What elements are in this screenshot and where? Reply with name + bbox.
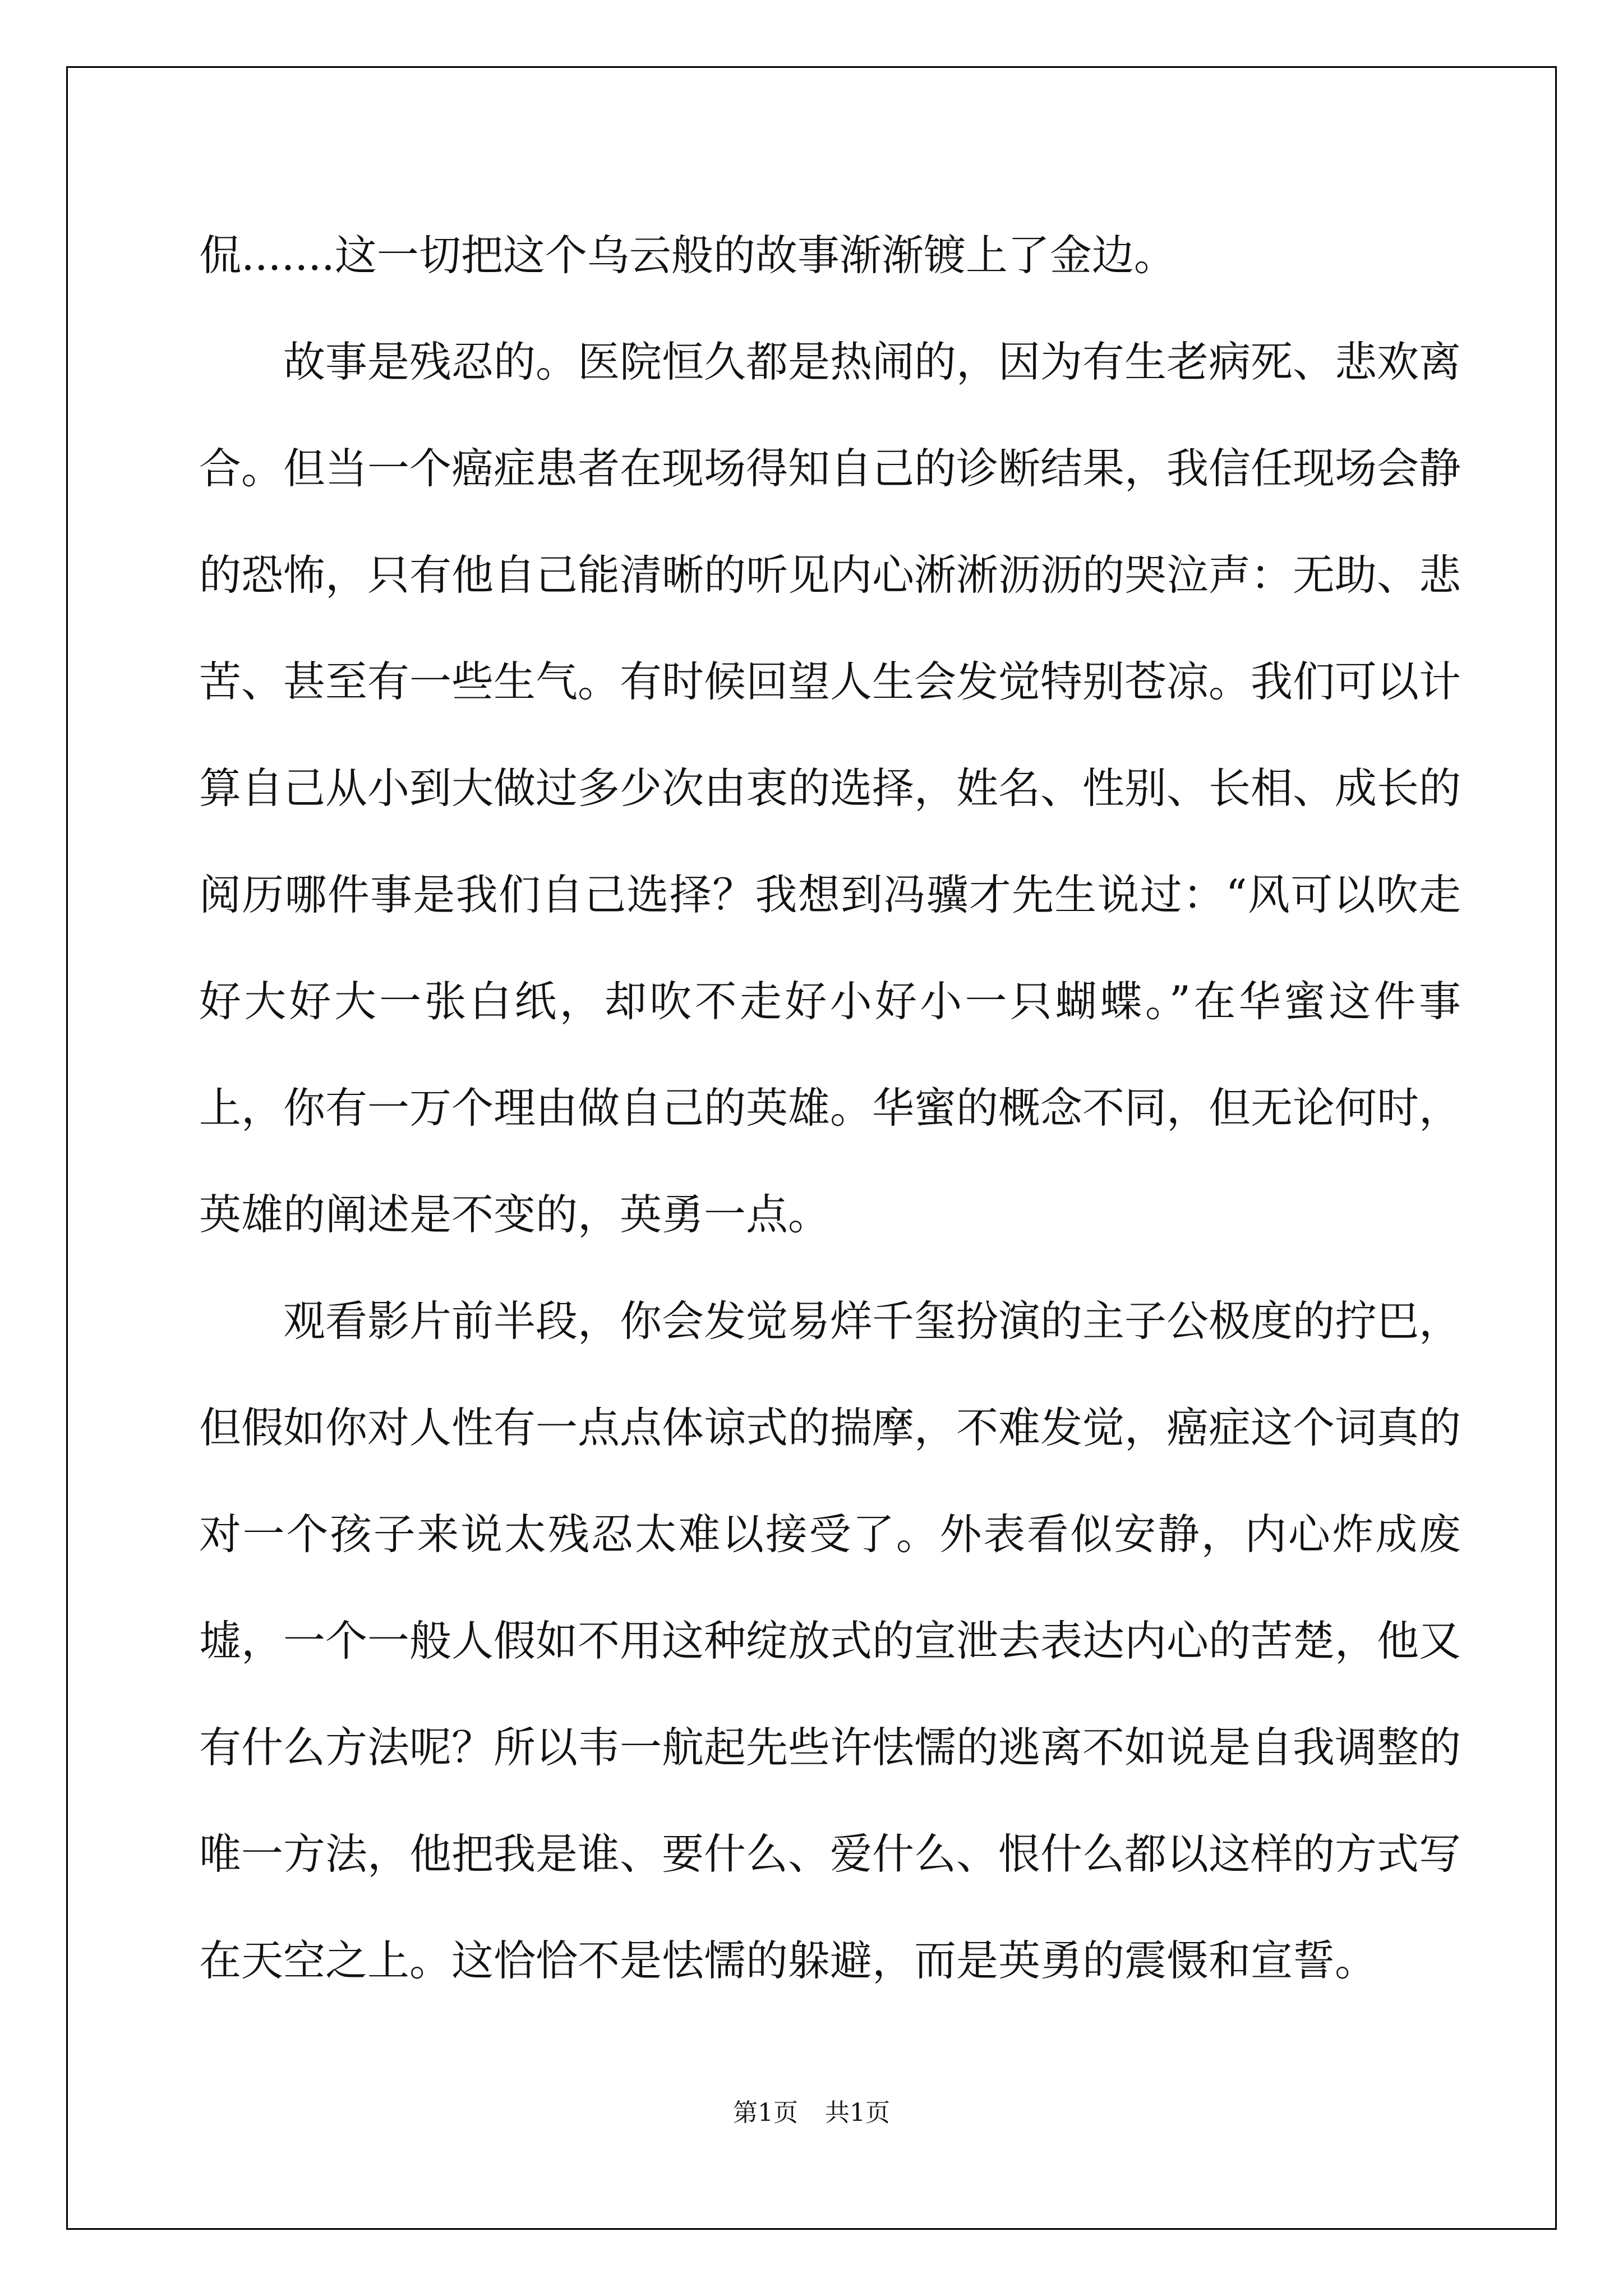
paragraph-story: 故事是残忍的。医院恒久都是热闹的，因为有生老病死、悲欢离合。但当一个癌症患者在现场得知自己的诊断结果，我信任现场会静的恐怖，只有他自己能清晰的听见内心淅淅沥沥的哭泣声：无助、悲苦、甚至有一些生气。有时候回望人生会发觉特别苍凉。我们可以计算自己从小到大做过多少次由衷的选择，姓名、性别、长相、成长的阅历哪件事是我们自己选择？我想到冯骥才先生说过：“风可以吹走好大好大一张白纸，却吹不走好小好小一只蝴蝶。”在华蜜这件事上，你有一万个理由做自己的英雄。华蜜的概念不同，但无论何时，英雄的阐述是不变的，英勇一点。 [199,337,1461,1239]
page-number: 第1页 [733,2099,798,2127]
page-total: 共1页 [825,2099,890,2127]
page-footer [0,2092,1623,2128]
paragraph-film: 观看影片前半段，你会发觉易烊千玺扮演的主子公极度的拧巴，但假如你对人性有一点点体谅式的揣摩，不难发觉，癌症这个词真的对一个孩子来说太残忍太难以接受了。外表看似安静，内心炸成废墟，一个一般人假如不用这种绽放式的宣泄去表达内心的苦楚，他又有什么方法呢？所以韦一航起先些许怯懦的逃离不如说是自我调整的唯一方法，他把我是谁、要什么、爱什么、恨什么都以这样的方式写在天空之上。这恰恰不是怯懦的躲避，而是英勇的震慑和宣誓。 [199,1296,1461,1985]
document-body [199,202,1461,2014]
paragraph-continued: 侃.......这一切把这个乌云般的故事渐渐镀上了金边。 [199,231,1176,280]
